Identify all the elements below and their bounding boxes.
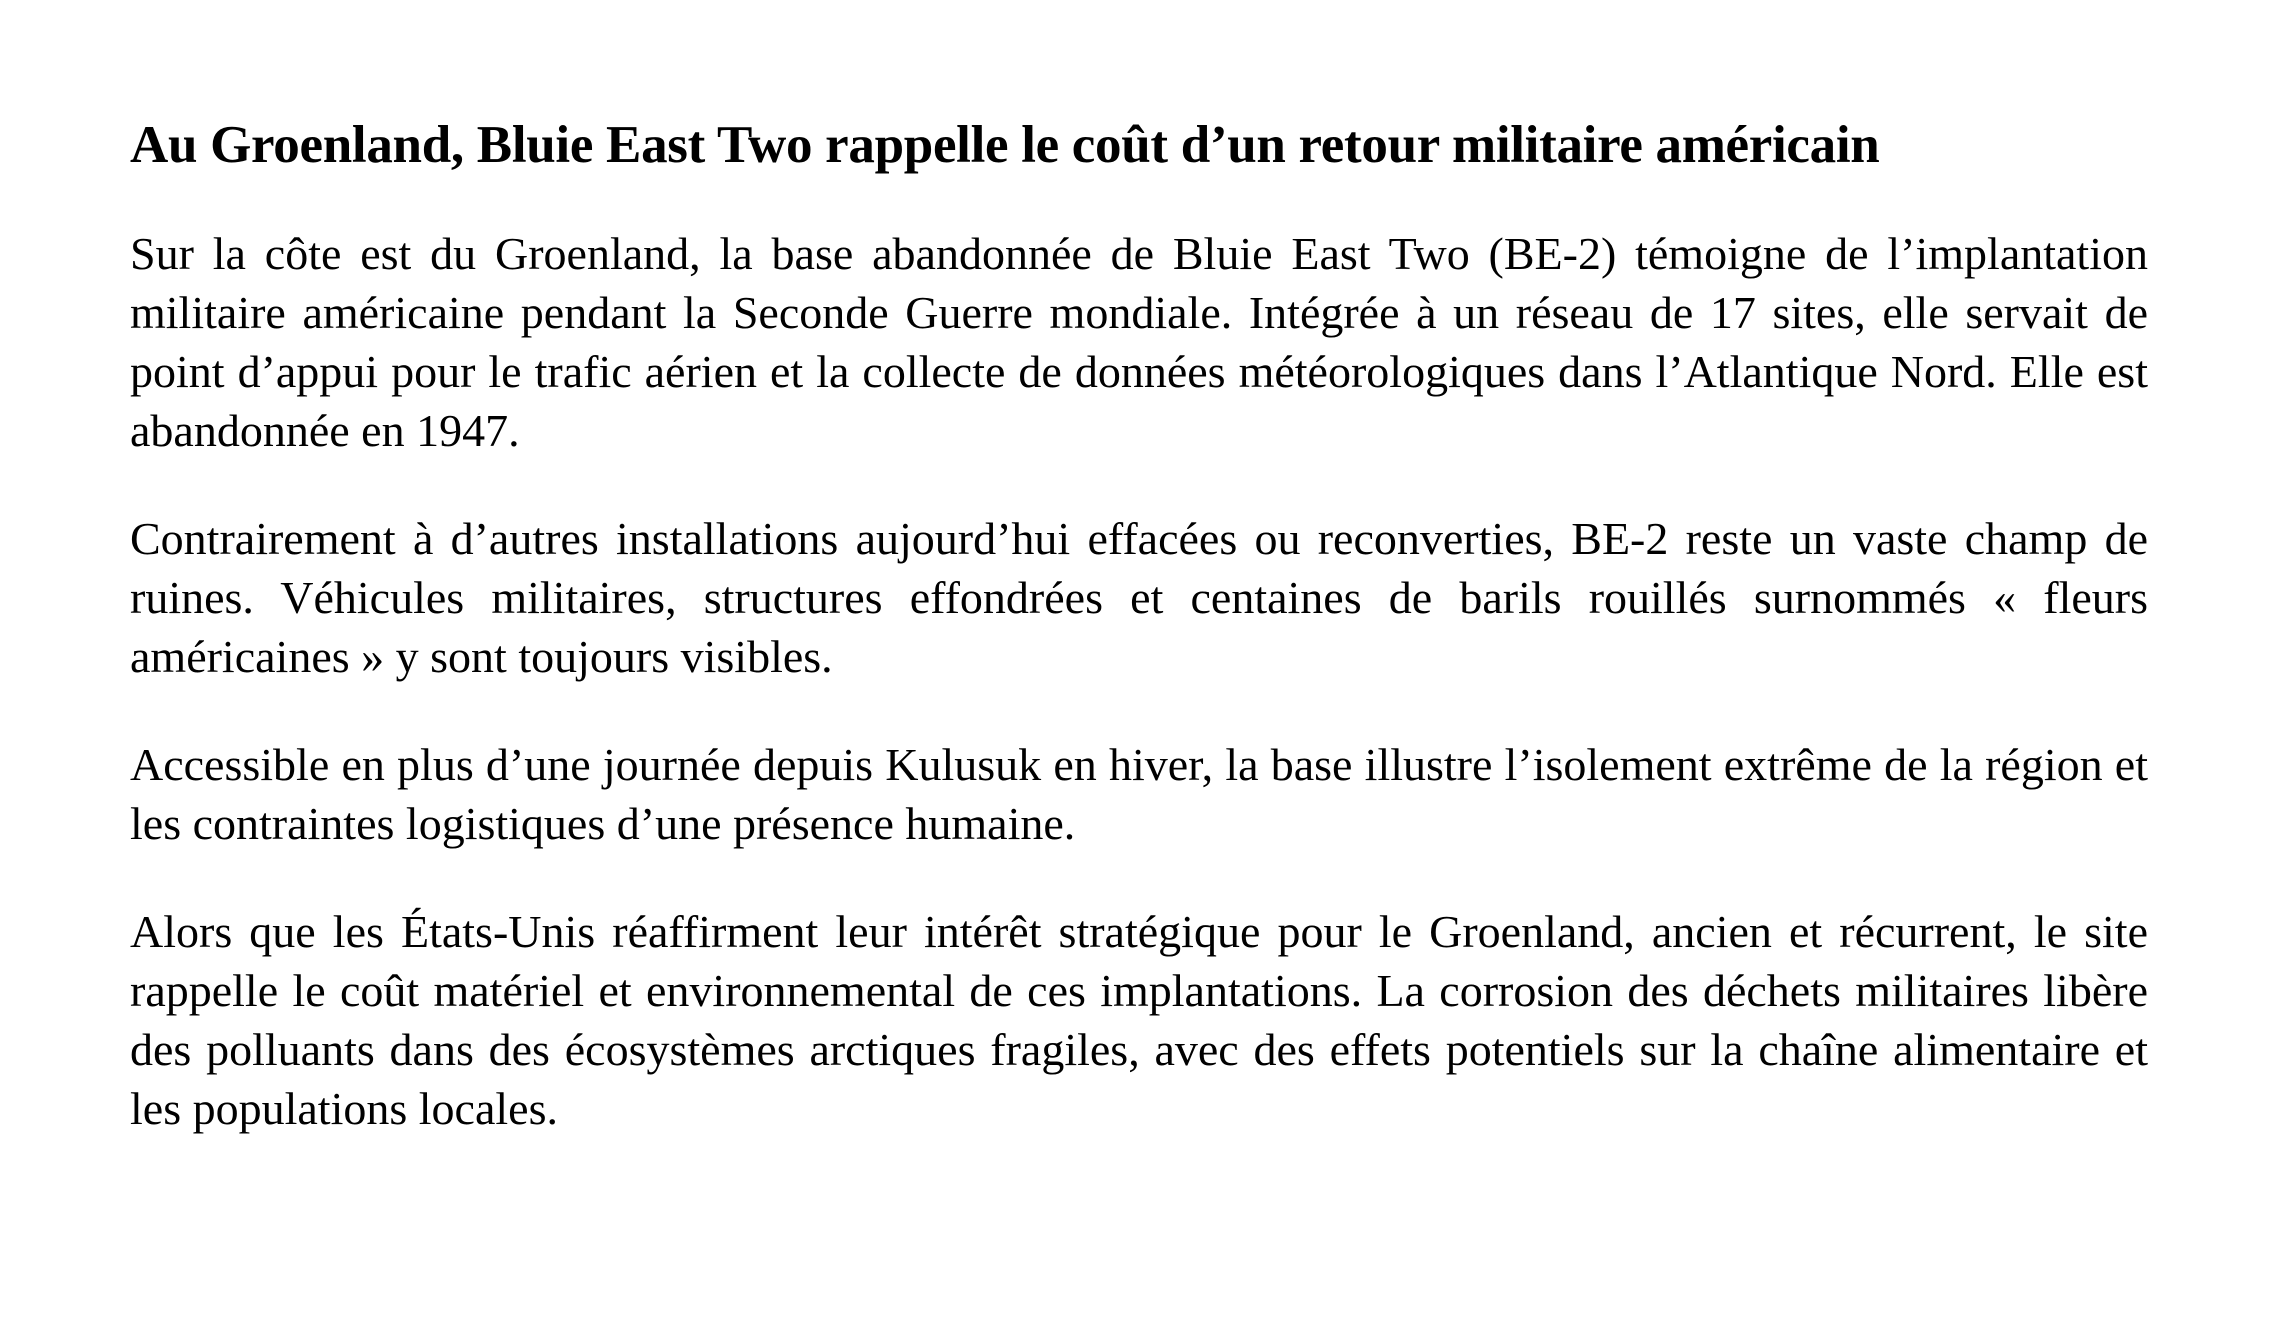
paragraph-3: Accessible en plus d’une journée depuis Kulusuk en hiver, la base illustre l’isolement extrême de la région et les contraintes logistiques d’une présence humaine. <box>130 739 2148 849</box>
paragraph-2: Contrairement à d’autres installations aujourd’hui effacées ou reconverties, BE-2 reste un vaste champ de ruines. Véhicules militaires, structures effondrées et centaines de barils rouillés surnommés « fleurs américaines » y sont toujours visibles. <box>130 513 2148 682</box>
article-title: Au Groenland, Bluie East Two rappelle le coût d’un retour militaire américain <box>130 116 1880 174</box>
article <box>130 110 2148 1138</box>
paragraph-1: Sur la côte est du Groenland, la base abandonnée de Bluie East Two (BE-2) témoigne de l’implantation militaire américaine pendant la Seconde Guerre mondiale. Intégrée à un réseau de 17 sites, elle servait de point d’appui pour le trafic aérien et la collecte de données météorologiques dans l’Atlantique Nord. Elle est abandonnée en 1947. <box>130 228 2148 456</box>
paragraph-4: Alors que les États-Unis réaffirment leur intérêt stratégique pour le Groenland, ancien et récurrent, le site rappelle le coût matériel et environnemental de ces implantations. La corrosion des déchets militaires libère des polluants dans des écosystèmes arctiques fragiles, avec des effets potentiels sur la chaîne alimentaire et les populations locales. <box>130 906 2148 1134</box>
